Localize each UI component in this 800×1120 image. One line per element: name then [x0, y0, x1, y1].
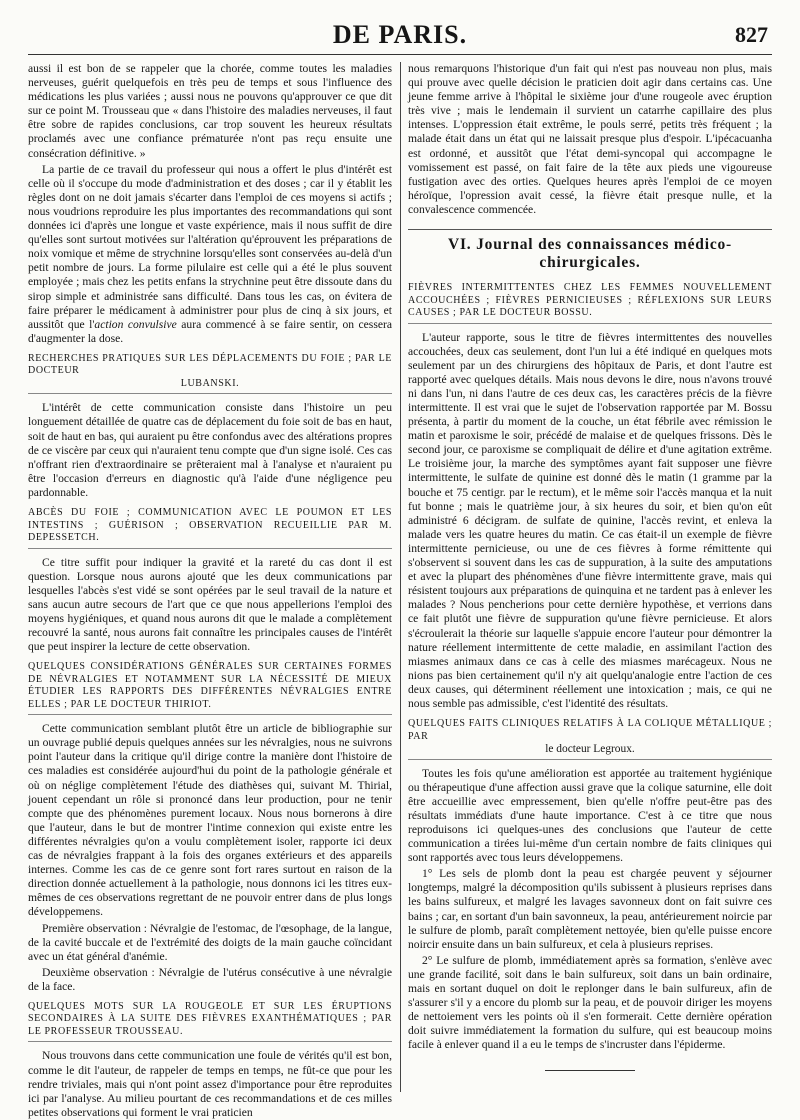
paragraph: Ce titre suffit pour indiquer la gravité et la rareté du cas dont il est question. Lorsque nous aurons ajouté que les deux communications par lesquelles l'abcès s'est vidé se sont opérées par le seul travail de la nature et sans aucun autre secours de l'art que ce que nous appellerions l'emploi des moyens hygiéniques, et quand nous aurons dit que le malade a complètement recouvré la santé, nous aurons fait connaître les principales causes de l'intérêt que peut inspirer la lecture de cette observation. — [28, 555, 392, 654]
paragraph: Deuxième observation : Névralgie de l'utérus consécutive à une névralgie de la face. — [28, 965, 392, 993]
article-heading — [28, 353, 392, 395]
paragraph: Cette communication semblant plutôt être un article de bibliographie sur un ouvrage publié depuis quelques années sur les névralgies, nous ne suivrons point l'auteur dans la critique qu'il dirige contre la manière dont l'histoire de ces maladies est considérée aujourd'hui du point de la pathologie générale et où on néglige complètement l'étude des diathèses qui, suivant M. Thirial, jouent cependant un rôle si prononcé dans leur production, pour ne tenir compte que des phénomènes purement locaux. Nous nous bornerons à dire que l'auteur, dans le but de montrer l'intime connexion qui existe entre les différentes névralgies qu'on a voulu complètement isoler, rapporte ici deux cas de névralgies frappant à la fois des organes extérieurs et des appareils internes. Comme les cas de ce genre sont fort rares surtout en raison de la direction donnée actuellement à la pathologie, nous donnons ici les titres eux-mêmes de ces observations regrettant de ne pouvoir entrer dans de plus longs développemens. — [28, 722, 392, 919]
right-column — [408, 62, 772, 1098]
article-heading: QUELQUES MOTS SUR LA ROUGEOLE ET SUR LES ÉRUPTIONS SECONDAIRES À LA SUITE DES FIÈVRES EXANTHÉMATIQUES ; PAR LE PROFESSEUR TROUSSEAU. — [28, 1001, 392, 1043]
paragraph: L'auteur rapporte, sous le titre de fièvres intermittentes des nouvelles accouchées, deux cas seulement, dont l'un lui a été indiqué en quelques mots seulement par un des chirurgiens des hôpitaux de Paris, et dont l'autre est rapporté avec quelques détails. Mais nous devons le dire, nous n'avons trouvé ni dans l'un, ni dans l'autre de ces deux cas, les caractères précis de la fièvre intermittente. Il est vrai que le sujet de l'observation rapportée par M. Bossu présenta, à partir du moment de la couche, un état fébrile avec rémission le matin et paroxisme le soir, précédé de malaise et de quelques frissons. Dès le second jour, ce paroxisme se compliquait de délire et d'une agitation extrême. Le troisième jour, la marche des symptômes ayant fait supposer une fièvre intermittente, le sulfate de quinine est donné dès le matin (1 gramme par la bouche et 75 centigr. par le rectum), et le même soir l'accès manqua et la nuit fut bonne ; mais le quatrième jour, à six heures du soir, et bien qu'on eût administré 6 décigram. de sulfate de quinine, l'accès revint, et enleva la malade vers les quatre heures du matin. Ce cas était-il un exemple de fièvre intermittente pernicieuse, ou une de ces fièvres à forme rémittente qui s'observent si souvent dans les cas de suppuration, à la suite des amputations et avec la plupart des phénomènes d'une fièvre intermittente grave, mais qui résistent toujours aux préparations de quinquina et ne tardent pas à enlever les malades ? Nous pencherions pour cette dernière hypothèse, et verrions dans ce fait plutôt une fièvre de suppuration qu'une fièvre pernicieuse. Et alors s'écroulerait la théorie sur laquelle s'appuie encore l'auteur pour démontrer la nature réellement intermittente de cette maladie, en assimilant l'action des miasmes animaux dans ce cas à celle des miasmes marécageux. Nous ne nions pas bien certainement qu'il n'y ait quelqu'analogie entre l'action de ces deux causes, qui déterminent réellement une intoxication ; mais, ce qui ne nous semble pas admissible, c'est l'identité des résultats. — [408, 330, 772, 710]
paragraph: aussi il est bon de se rappeler que la chorée, comme toutes les maladies nerveuses, guérit quelquefois en très peu de temps et sous l'influence des médications les plus variées ; aussi nous ne pouvons qu'approuver ce que dit sur ce point M. Trousseau que « dans l'histoire des maladies nerveuses, il faut être sobre de rapides conclusions, car trop souvent les heureux résultats proclamés avec une confiance prématurée n'ont pas reçu ensuite une consécration définitive. » — [28, 62, 392, 160]
paragraph: nous remarquons l'historique d'un fait qui n'est pas nouveau non plus, mais qui prouve avec quelle décision le praticien doit agir dans certains cas. Une jeune femme arrive à l'hôpital le sixième jour d'une rougeole avec éruption très vive ; mais le lendemain il survient un catarrhe capillaire des plus intenses. L'oppression était extrême, le pouls serré, petits très fréquent ; la malade était dans un état qui ne laissait presque plus d'espoir. L'ipécacuanha est ordonné, et aussitôt que l'état demi-syncopal qui accompagne le vomissement est passé, on fait faire de la tête aux pieds une vigoureuse fustigation avec des orties. Quelques heures après l'emploi de ce moyen héroïque, l'opression avait cessé, la fièvre était presque nulle, et la convalescence commencée. — [408, 62, 772, 216]
heading-text: RECHERCHES PRATIQUES SUR LES DÉPLACEMENTS DU FOIE ; PAR LE DOCTEUR — [28, 352, 392, 377]
heading-author: le docteur Legroux. — [545, 743, 635, 756]
page-number: 827 — [735, 22, 768, 47]
paragraph: Nous trouvons dans cette communication une foule de vérités qu'il est bon, comme le dit l'auteur, de rappeler de temps en temps, ne fût-ce que pour les rendre triviales, mais qui n'ont point assez d'importance pour être reproduites ici par l'analyse. Au milieu pourtant de ces recommandations et de ces milles petites observations qui forment le vrai praticien — [28, 1049, 392, 1119]
paragraph: L'intérêt de cette communication consiste dans l'histoire un peu longuement détaillée de quatre cas de déplacement du foie soit de bas en haut, soit de haut en bas, qui auraient pu être confondus avec des altérations propres de ce viscère par ceux qui n'auraient tenu compte que d'un signe isolé. Ces cas n'offrant rien d'extraordinaire se prêteraient mal à l'analyse et n'auraient pu être l'occasion d'erreurs en diagnostic qu'à l'aide d'une négligence peu pardonnable. — [28, 401, 392, 499]
paragraph-text: La partie de ce travail du professeur qui nous a offert le plus d'intérêt est celle où il s'occupe du mode d'administration et des doses ; car il y établit les règles dont on ne doit jamais s'écarter dans l'emploi de ces moyens si actifs ; nous voudrions reproduire les plus importantes des recommandations qui sont données ici d'après une longue et vaste expérience, mais il nous suffit de dire qu'elles sont surtout motivées sur l'altération qu'éprouvent les préparations de noix vomique et même de strychnine lorsqu'elles sont conservées au-delà d'un petit nombre de jours. La forme pilulaire est celle qui a été le plus souvent employée ; mais chez les petits enfans la strychnine peut être dissoute dans du sirop simple et administrée sans difficulté. Dans tous les cas, on évitera de faire préparer le médicament à administrer pour plus de cinq à six jours, et aussitôt que l' — [28, 162, 392, 331]
page-header — [28, 14, 772, 55]
section-title: VI. Journal des connaissances médico-chirurgicales. — [408, 229, 772, 272]
heading-author: LUBANSKI. — [180, 377, 240, 389]
article-heading: ABCÈS DU FOIE ; COMMUNICATION AVEC LE POUMON ET LES INTESTINS ; GUÉRISON ; OBSERVATION RECUEILLIE PAR M. DEPESSETCH. — [28, 507, 392, 549]
column-divider — [400, 62, 401, 1092]
article-heading: FIÈVRES INTERMITTENTES CHEZ LES FEMMES NOUVELLEMENT ACCOUCHÉES ; FIÈVRES PERNICIEUSES ; RÉFLEXIONS SUR LEURS CAUSES ; PAR LE DOCTEUR BOSSU. — [408, 282, 772, 324]
paragraph-text: aura commencé à se faire sentir, on cessera d'augmenter la dose. — [28, 317, 392, 345]
heading-text: QUELQUES FAITS CLINIQUES RELATIFS À LA COLIQUE MÉTALLIQUE ; PAR — [408, 718, 772, 742]
paragraph: Première observation : Névralgie de l'estomac, de l'œsophage, de la langue, de la cavité buccale et de l'extrémité des doigts de la main gauche coïncidant avec un état général d'anémie. — [28, 921, 392, 963]
paragraph — [28, 163, 392, 346]
left-column — [28, 62, 392, 1119]
end-rule — [545, 1070, 635, 1071]
paragraph: 2° Le sulfure de plomb, immédiatement après sa formation, s'enlève avec une grande facilité, soit dans le bain sulfureux, soit dans un bain ordinaire, mais en sortant duquel on doit le replonger dans le bain sulfureux, afin de s'assurer s'il y a encore du plomb sur la peau, et de pouvoir diriger les moyens de nettoiement vers les points où il s'en formerait. Cette dernière opération doit suivre immédiatement la formation du sulfure, qui est beaucoup moins facile à enlever quand il a eu le temps de s'incruster dans l'épiderme. — [408, 953, 772, 1052]
paragraph: 1° Les sels de plomb dont la peau est chargée peuvent y séjourner longtemps, malgré la décomposition qu'ils subissent à plusieurs reprises dans les bains sulfureux, et malgré les lavages savonneux dont on fait suivre ces bains ; car, en sortant d'un bain savonneux, la peau, antérieurement noircie par le sulfure de plomb, paraît complètement nettoyée, bien qu'elle puisse encore noircir ensuite dans un bain sulfureux, et cela à plusieurs reprises. — [408, 867, 772, 951]
paragraph: Toutes les fois qu'une amélioration est apportée au traitement hygiénique ou thérapeutique d'une affection aussi grave que la colique saturnine, elle doit être accueillie avec empressement, bien qu'elle n'offre peut-être pas des résultats immédiats d'une haute importance. C'est à ce titre que nous reproduisons ici quelques-unes des conclusions que l'auteur de cette communication a tirées lui-même d'un certain nombre de faits cliniques qui sont rapportés avec tous leurs développemens. — [408, 766, 772, 865]
article-heading: QUELQUES CONSIDÉRATIONS GÉNÉRALES SUR CERTAINES FORMES DE NÉVRALGIES ET NOTAMMENT SUR LA NÉCESSITÉ DE MIEUX ÉTUDIER LES RAPPORTS DES DIFFÉRENTES NÉVRALGIES ENTRE ELLES ; PAR LE DOCTEUR THIRIOT. — [28, 661, 392, 715]
running-title: DE PARIS. — [332, 20, 468, 49]
article-heading — [408, 718, 772, 760]
emphasis-text: action convulsive — [94, 317, 177, 331]
